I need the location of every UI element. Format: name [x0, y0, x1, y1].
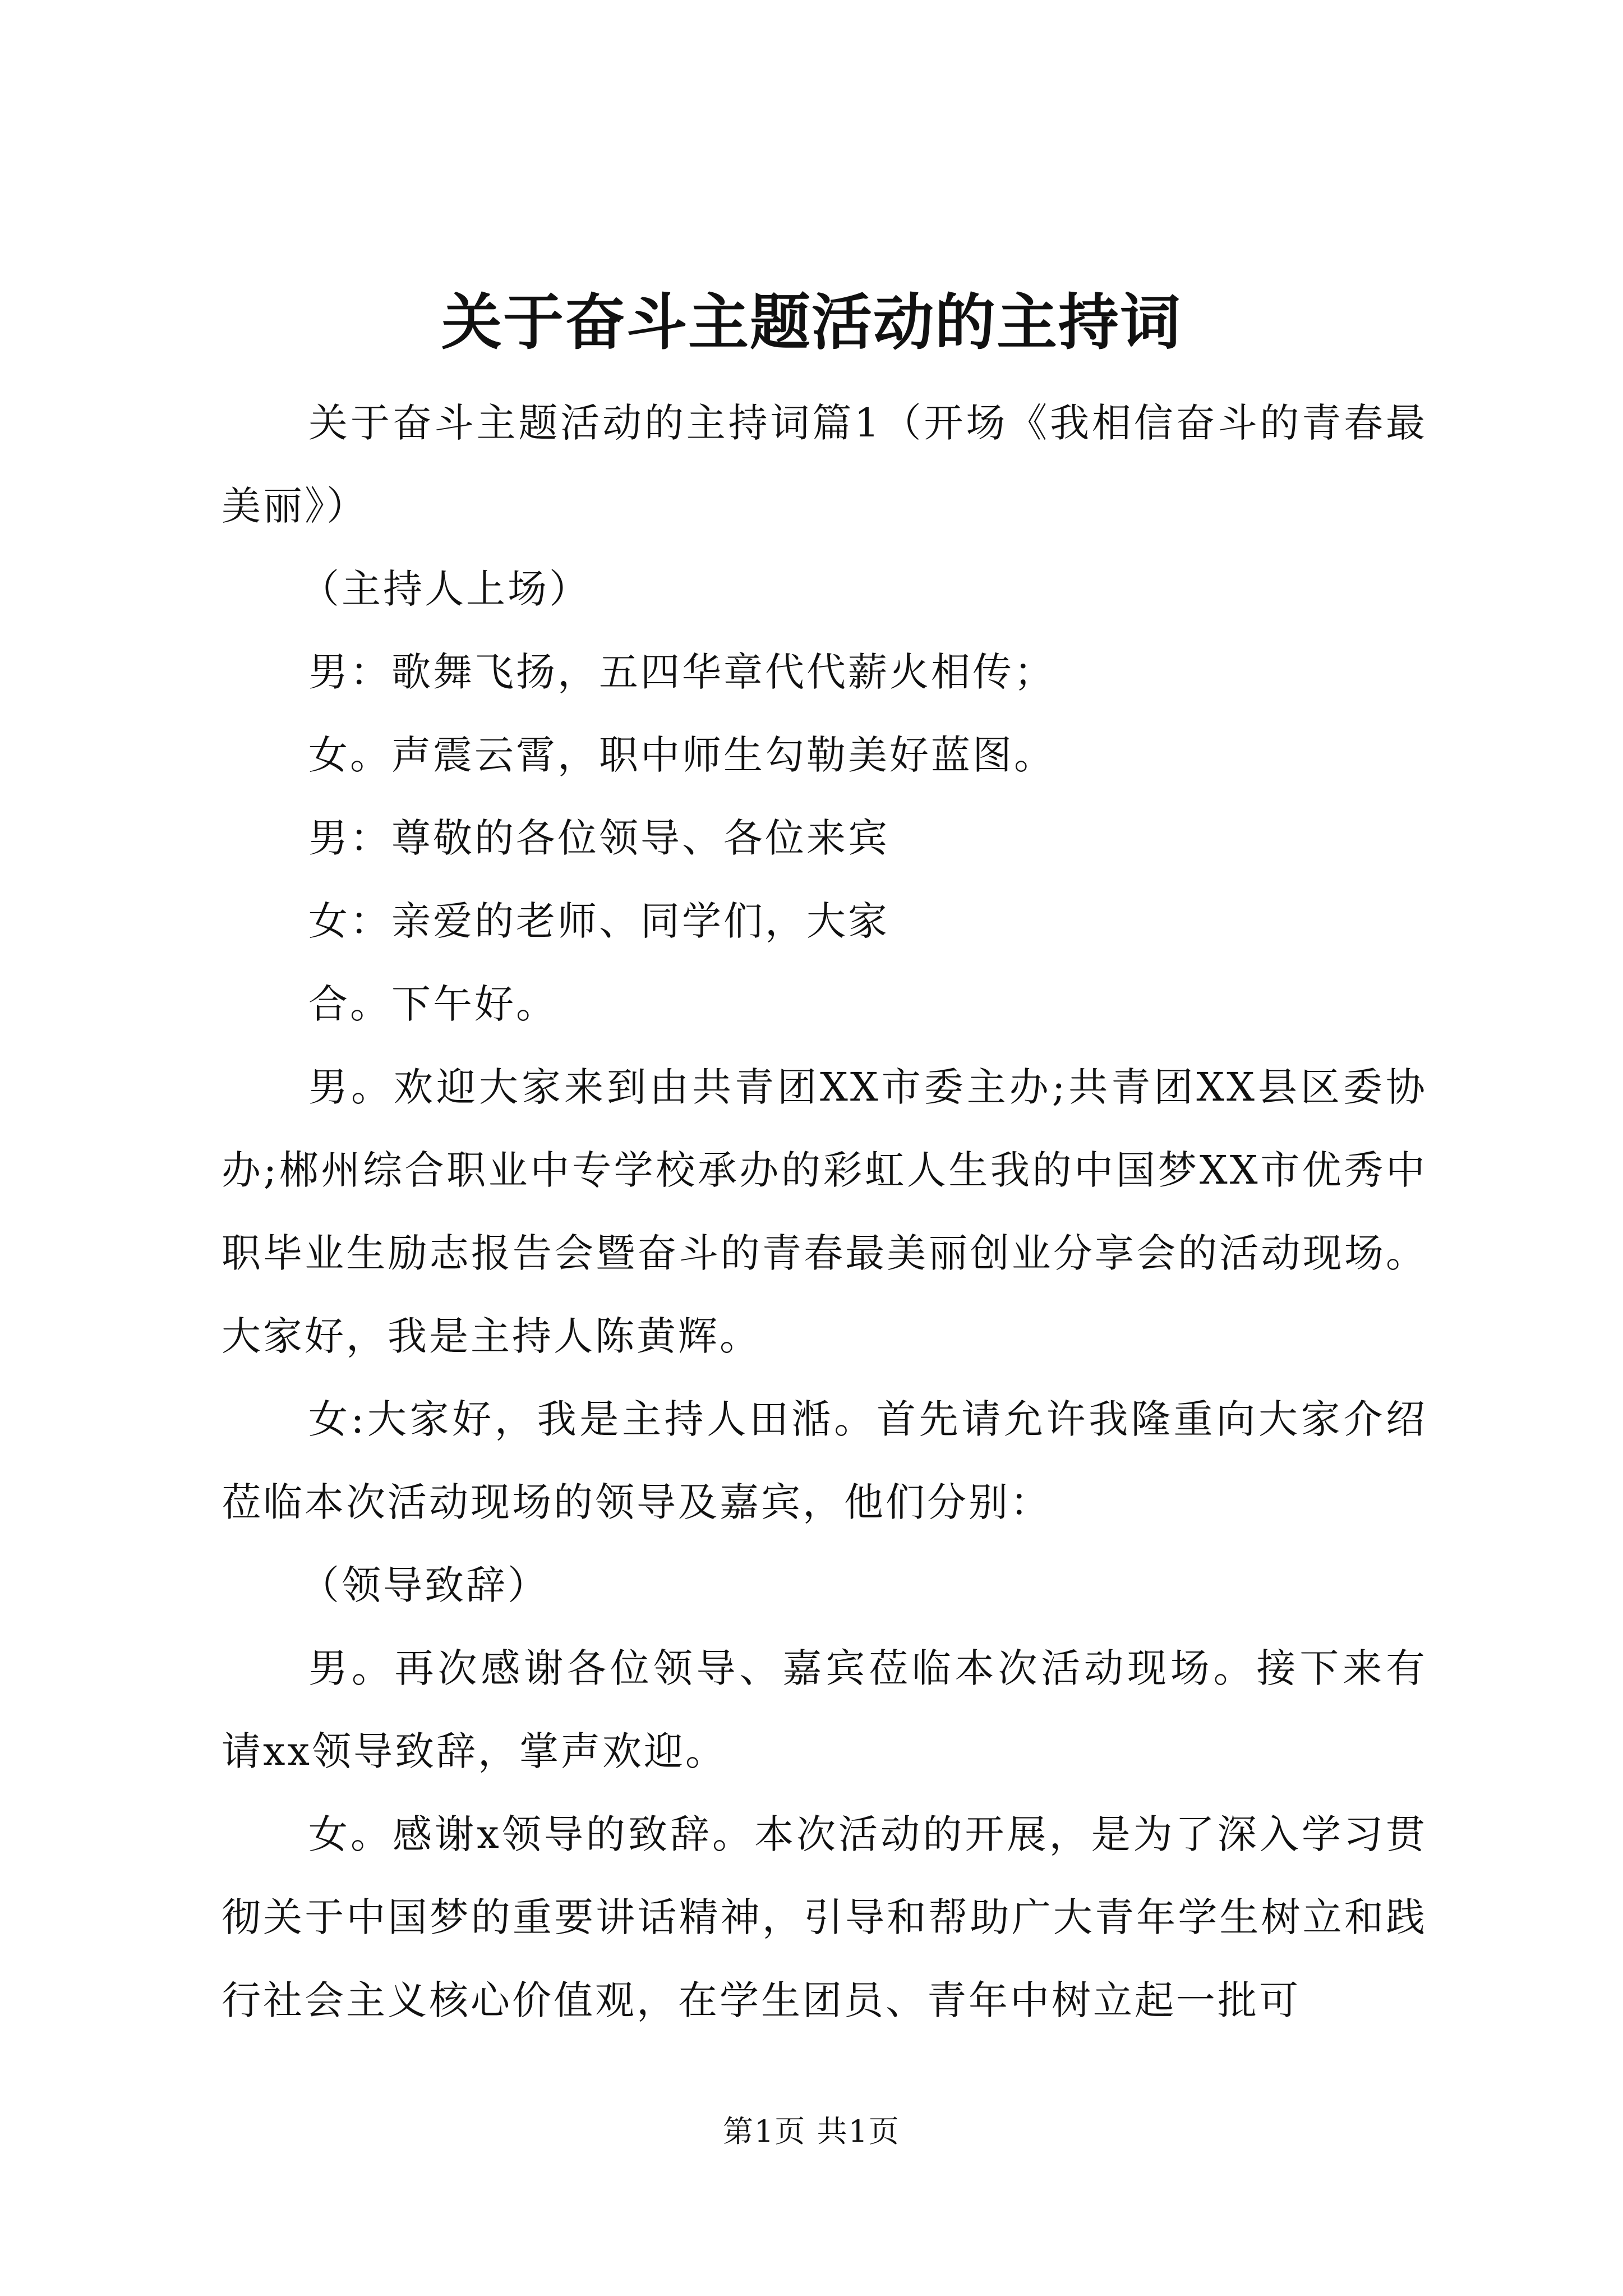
- paragraph: 男：歌舞飞扬，五四华章代代薪火相传；: [308, 649, 1055, 695]
- paragraph: （主持人上场）: [300, 566, 591, 612]
- paragraph: 男。欢迎大家来到由共青团XX市委主办;共青团XX县区委协办;郴州综合职业中专学校承办的彩虹人生我的中国梦XX市优秀中职毕业生励志报告会暨奋斗的青春最美丽创业分享会的活动现场。大家好，我是主持人陈黄辉。: [222, 1064, 1427, 1359]
- paragraph: 关于奋斗主题活动的主持词篇1（开场《我相信奋斗的青春最美丽》）: [222, 400, 1427, 529]
- paragraph: 男：尊敬的各位领导、各位来宾: [308, 815, 889, 861]
- paragraph: 男。再次感谢各位领导、嘉宾莅临本次活动现场。接下来有请xx领导致辞，掌声欢迎。: [222, 1645, 1427, 1774]
- page-footer: 第1页 共1页: [723, 2114, 900, 2149]
- paragraph: （领导致辞）: [300, 1562, 549, 1608]
- document-body: [222, 381, 1427, 2042]
- paragraph: 女：亲爱的老师、同学们，大家: [308, 898, 889, 944]
- paragraph: 合。下午好。: [308, 981, 557, 1027]
- paragraph: 女。声震云霄，职中师生勾勒美好蓝图。: [308, 732, 1055, 778]
- paragraph: 女:大家好，我是主持人田湉。首先请允许我隆重向大家介绍莅临本次活动现场的领导及嘉宾，他们分别：: [222, 1396, 1427, 1525]
- document-title: 关于奋斗主题活动的主持词: [441, 287, 1182, 358]
- paragraph: 女。感谢x领导的致辞。本次活动的开展，是为了深入学习贯彻关于中国梦的重要讲话精神，引导和帮助广大青年学生树立和践行社会主义核心价值观，在学生团员、青年中树立起一批可: [222, 1811, 1427, 2023]
